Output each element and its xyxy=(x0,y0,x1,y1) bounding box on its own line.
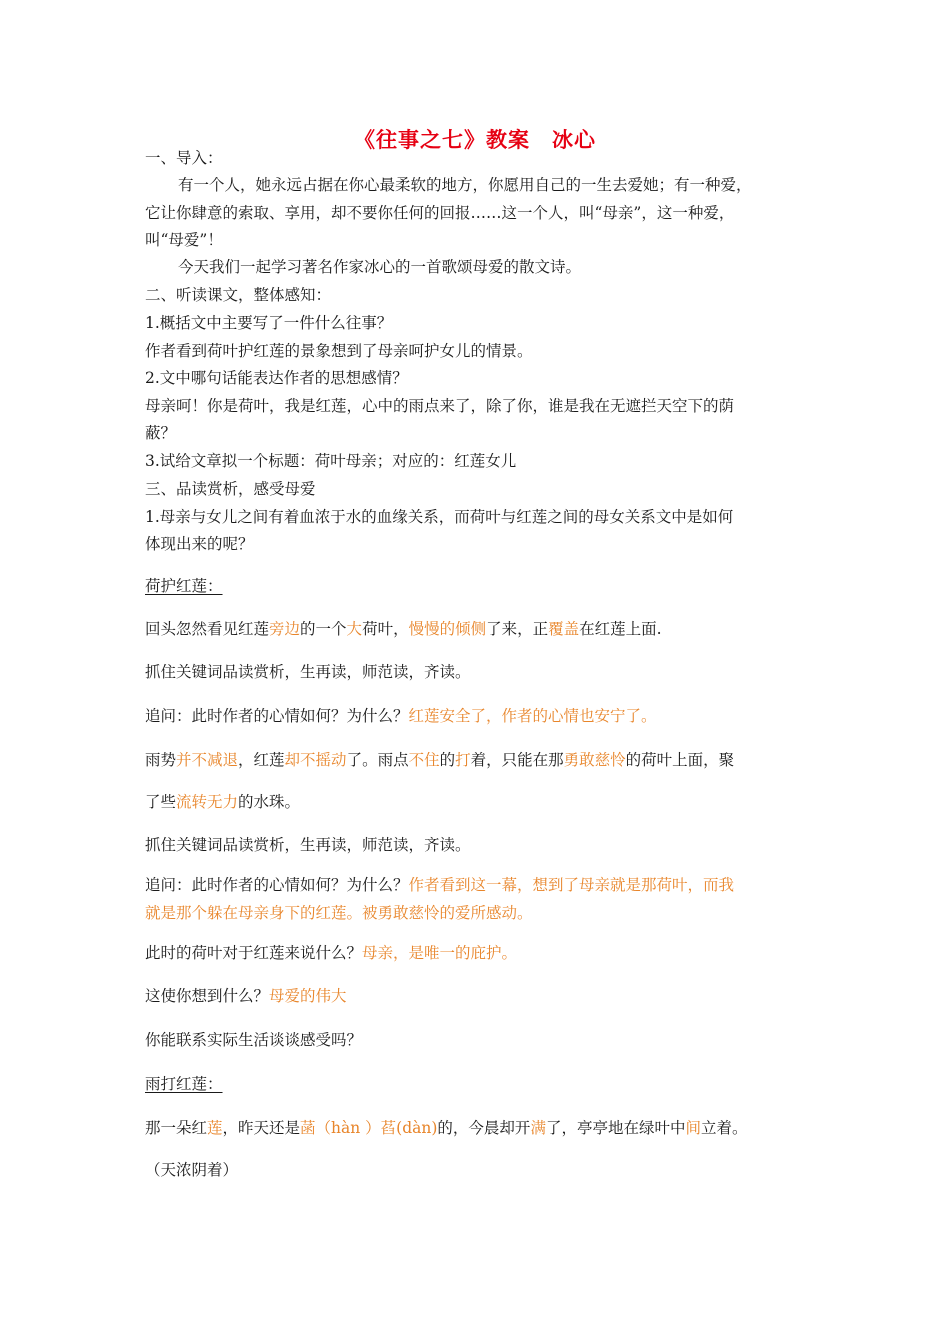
quote-line-1: 回头忽然看见红莲旁边的一个大荷叶，慢慢的倾侧了来，正覆盖在红莲上面. xyxy=(145,620,662,638)
instruction-line-1: 抓住关键词品读赏析，生再读，师范读，齐读。 xyxy=(145,663,471,681)
subtitle-rain-on-lotus: 雨打红莲： xyxy=(145,1075,223,1093)
answer-1: 作者看到荷叶护红莲的景象想到了母亲呵护女儿的情景。 xyxy=(145,342,533,360)
quote-line-2: 雨势并不减退，红莲却不摇动了。雨点不住的打着，只能在那勇敢慈怜的荷叶上面，聚 xyxy=(145,751,735,769)
question-3: 3.试给文章拟一个标题：荷叶母亲；对应的：红莲女儿 xyxy=(145,452,517,470)
quote-line-5: （天浓阴着） xyxy=(145,1161,239,1179)
subtitle-lotus-protected: 荷护红莲： xyxy=(145,577,223,595)
question-lotus-meaning: 此时的荷叶对于红莲来说什么？母亲，是唯一的庇护。 xyxy=(145,944,518,962)
appreciate-question-line-1: 1.母亲与女儿之间有着血浓于水的血缘关系，而荷叶与红莲之间的母女关系文中是如何 xyxy=(145,508,734,526)
intro-paragraph-line-2: 它让你肆意的索取、享用，却不要你任何的回报……这一个人，叫“母亲”，这一种爱， xyxy=(145,204,735,222)
intro-paragraph-2: 今天我们一起学习著名作家冰心的一首歌颂母爱的散文诗。 xyxy=(178,258,582,276)
page-title: 《往事之七》教案 冰心 xyxy=(354,127,596,152)
intro-paragraph-line-3: 叫“母爱”！ xyxy=(145,231,223,249)
question-2: 2.文中哪句话能表达作者的思想感情？ xyxy=(145,369,408,387)
followup-answer-2-cont: 就是那个躲在母亲身下的红莲。被勇敢慈怜的爱所感动。 xyxy=(145,904,533,922)
quote-line-4: 那一朵红莲，昨天还是菡（hàn ）萏(dàn)的，今晨却开满了，亭亭地在绿叶中间立着。 xyxy=(145,1119,748,1137)
section-heading-intro: 一、导入： xyxy=(145,149,223,167)
answer-2-line-1: 母亲呵！你是荷叶，我是红莲，心中的雨点来了，除了你，谁是我在无遮拦天空下的荫 xyxy=(145,397,735,415)
appreciate-question-line-2: 体现出来的呢？ xyxy=(145,535,254,553)
question-think-of: 这使你想到什么？母爱的伟大 xyxy=(145,987,347,1005)
followup-question-1: 追问：此时作者的心情如何？为什么？红莲安全了，作者的心情也安宁了。 xyxy=(145,707,657,725)
answer-2-line-2: 蔽？ xyxy=(145,424,177,442)
section-heading-listen: 二、听读课文，整体感知： xyxy=(145,286,332,304)
section-heading-appreciate: 三、品读赏析，感受母爱 xyxy=(145,480,316,498)
quote-line-3: 了些流转无力的水珠。 xyxy=(145,793,301,811)
followup-question-2: 追问：此时作者的心情如何？为什么？作者看到这一幕，想到了母亲就是那荷叶，而我 xyxy=(145,876,735,894)
question-real-life: 你能联系实际生活谈谈感受吗？ xyxy=(145,1031,363,1049)
instruction-line-2: 抓住关键词品读赏析，生再读，师范读，齐读。 xyxy=(145,836,471,854)
intro-paragraph-line-1: 有一个人，她永远占据在你心最柔软的地方，你愿用自己的一生去爱她；有一种爱， xyxy=(178,176,752,194)
question-1: 1.概括文中主要写了一件什么往事？ xyxy=(145,314,393,332)
